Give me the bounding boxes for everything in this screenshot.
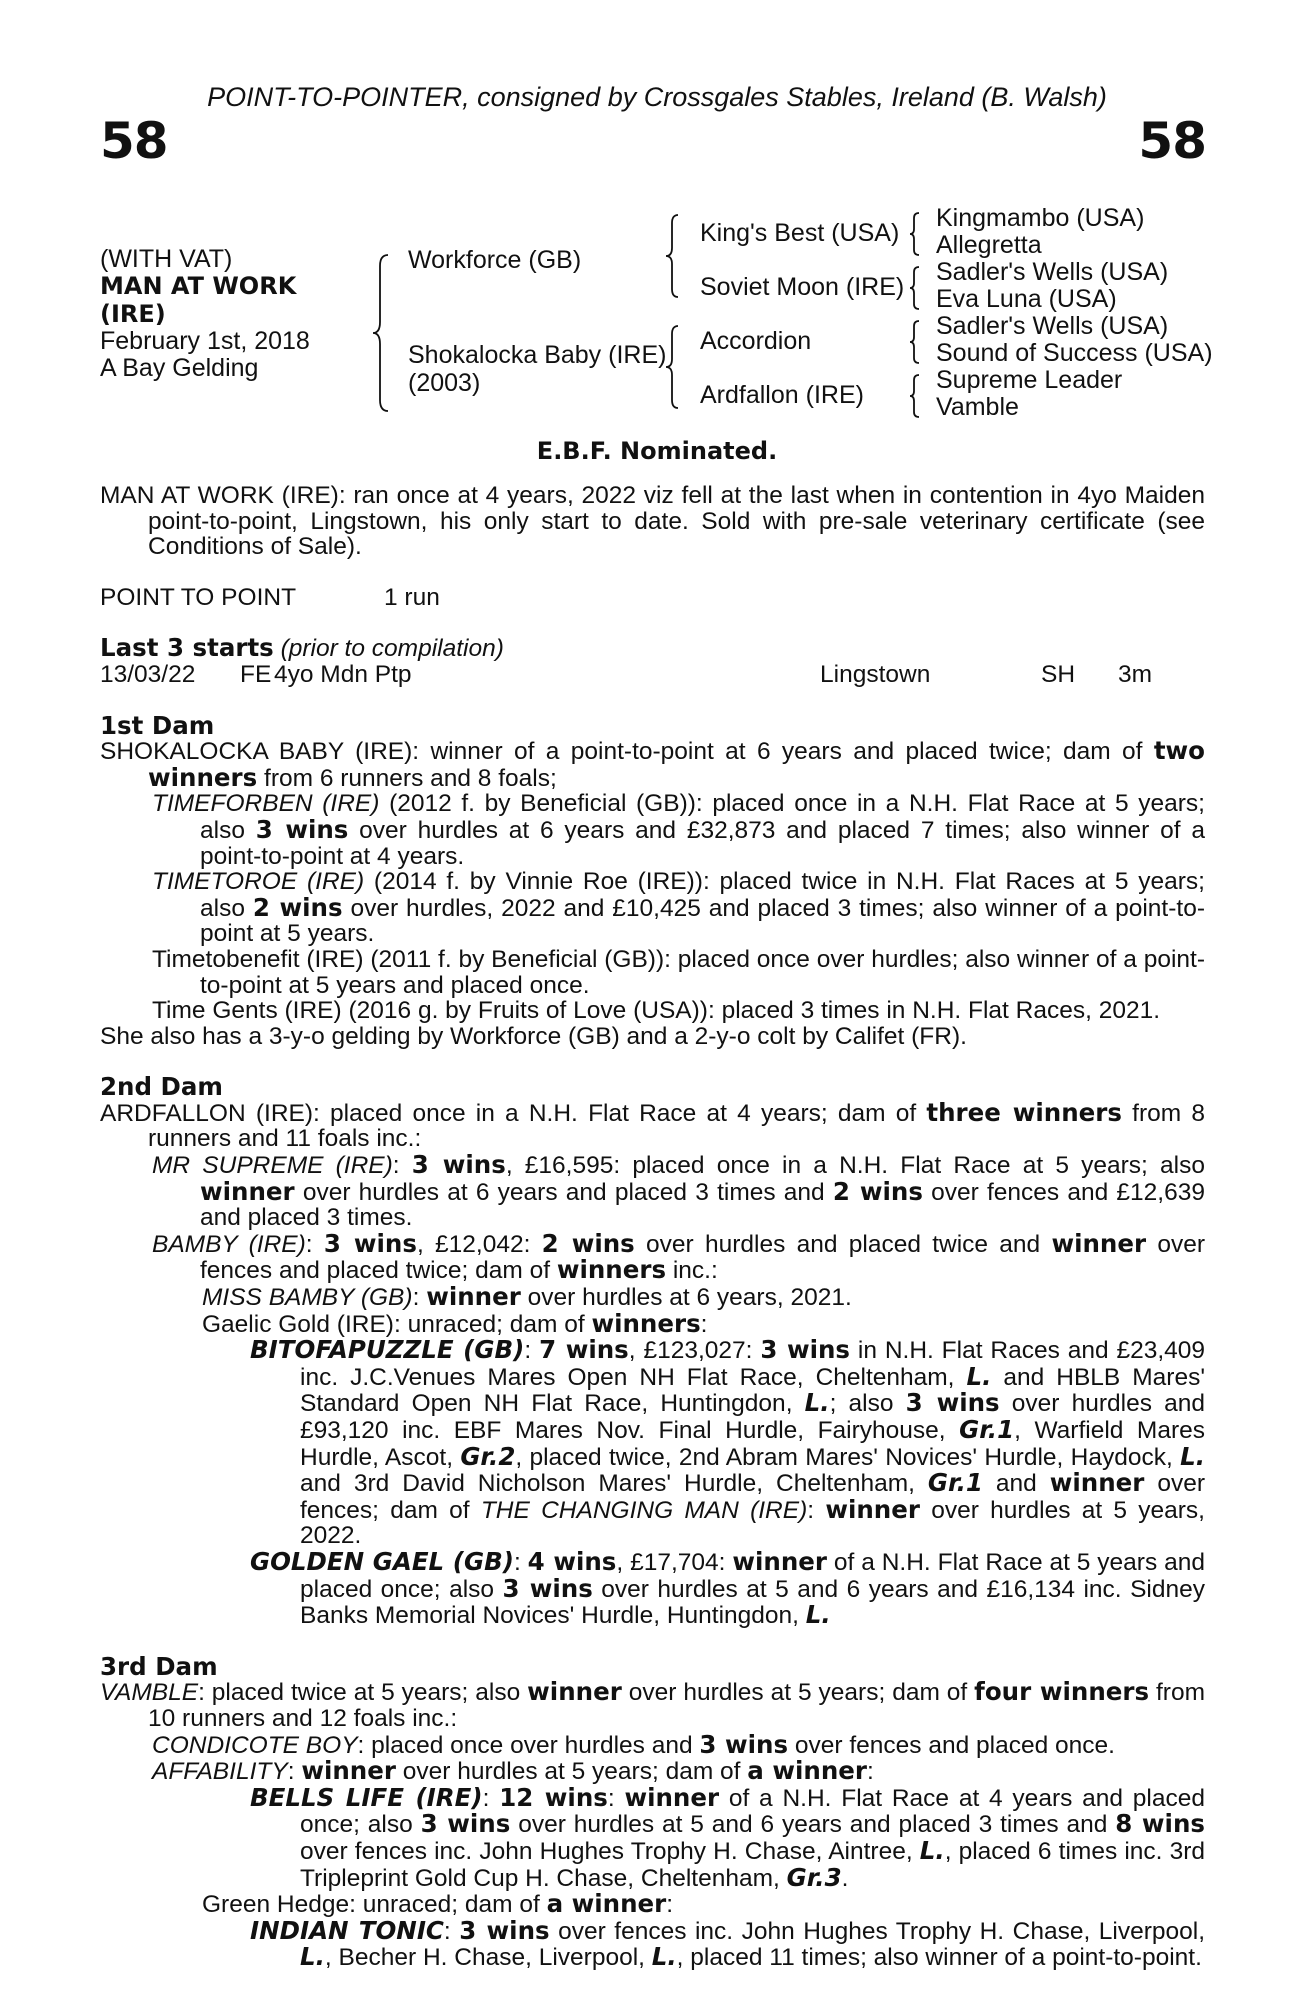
offspring-timetobenefit: Timetobenefit (IRE) (2011 f. by Beneficial (GB)): placed once over hurdles; also winner of a point-to-point at 5 years and placed once. <box>152 945 1205 999</box>
offspring-miss-bamby: MISS BAMBY (GB): winner over hurdles at 6 years, 2021. <box>202 1282 852 1312</box>
great-grandsire-1: Kingmambo (USA) <box>936 204 1145 232</box>
lot-number-right: 58 <box>1138 112 1206 170</box>
offspring-timetoroe: TIMETOROE (IRE) (2014 f. by Vinnie Roe (IRE)): placed twice in N.H. Flat Races at 5 years; also 2 wins over hurdles, 2022 and £10,425 and placed 3 times; also winner of a point-to-point at 5 years. <box>152 868 1205 948</box>
great-granddam-1: Allegretta <box>936 231 1042 259</box>
first-dam-paragraph: SHOKALOCKA BABY (IRE): winner of a point-to-point at 6 years and placed twice; dam of two winners from 6 runners and 8 foals; <box>100 736 1205 792</box>
sire-name: Workforce (GB) <box>408 246 582 274</box>
offspring-golden-gael: GOLDEN GAEL (GB): 4 wins, £17,704: winner of a N.H. Flat Race at 5 years and placed once; also 3 wins over hurdles at 5 and 6 years and £16,134 inc. Sidney Banks Memorial Novices' Hurdle, Huntingdon, L. <box>250 1546 1205 1630</box>
great-grandsire-4: Supreme Leader <box>936 366 1123 394</box>
offspring-bamby: BAMBY (IRE): 3 wins, £12,042: 2 wins over hurdles and placed twice and winner over fences and placed twice; dam of winners inc.: <box>152 1228 1206 1285</box>
start-race: 4yo Mdn Ptp <box>274 660 412 688</box>
start-row <box>100 662 1205 688</box>
foaling-date: February 1st, 2018 <box>100 327 310 355</box>
start-date: 13/03/22 <box>100 660 196 688</box>
offspring-time-gents: Time Gents (IRE) (2016 g. by Fruits of Love (USA)): placed 3 times in N.H. Flat Races, 2021. <box>152 997 1161 1025</box>
consignor-header: POINT-TO-POINTER, consigned by Crossgales Stables, Ireland (B. Walsh) <box>207 82 1107 112</box>
ptp-value: 1 run <box>384 583 440 611</box>
racing-record-paragraph: MAN AT WORK (IRE): ran once at 4 years, 2022 viz fell at the last when in contention in 4yo Maiden point-to-point, Lingstown, his only start to date. Sold with pre-sale veterinary certificate (see Conditions of Sale). <box>100 482 1205 561</box>
offspring-green-hedge: Green Hedge: unraced; dam of a winner: <box>202 1889 674 1919</box>
start-distance: 3m <box>1118 660 1153 688</box>
first-dam-also: She also has a 3-y-o gelding by Workforce (GB) and a 2-y-o colt by Califet (FR). <box>100 1022 967 1050</box>
great-granddam-3: Sound of Success (USA) <box>936 339 1213 367</box>
pedigree-bracket-g1 <box>909 212 921 256</box>
great-granddam-2: Eva Luna (USA) <box>936 285 1117 313</box>
point-to-point-summary <box>100 585 1205 611</box>
offspring-gaelic-gold: Gaelic Gold (IRE): unraced; dam of winners: <box>202 1308 708 1338</box>
dam-foaled-year: (2003) <box>408 369 481 397</box>
ebf-nominated: E.B.F. Nominated. <box>536 437 778 465</box>
lot-number-left: 58 <box>100 112 168 170</box>
start-result: FE <box>240 660 272 688</box>
third-dam-paragraph: VAMBLE: placed twice at 5 years; also winner over hurdles at 5 years; dam of four winners from 10 runners and 12 foals inc.: <box>100 1677 1205 1732</box>
offspring-bitofapuzzle: BITOFAPUZZLE (GB): 7 wins, £123,027: 3 wins in N.H. Flat Races and £23,409 inc. J.C.Venues Mares Open NH Flat Race, Cheltenham, L. and HBLB Mares' Standard Open NH Flat Race, Huntingdon, L.; also 3 wins over hurdles and £93,120 inc. EBF Mares Nov. Final Hurdle, Fairyhouse, Gr.1, Warfield Mares Hurdle, Ascot, Gr.2, placed twice, 2nd Abram Mares' Novices' Hurdle, Haydock, L. and 3rd David Nicholson Mares' Hurdle, Cheltenham, Gr.1 and winner over fences; dam of THE CHANGING MAN (IRE): winner over hurdles at 5 years, 2022. <box>250 1335 1206 1550</box>
catalogue-body <box>100 483 1205 1971</box>
sire-dam-name: Soviet Moon (IRE) <box>700 273 905 301</box>
sire-sire-name: King's Best (USA) <box>700 219 900 247</box>
pedigree-bracket-g4 <box>909 374 921 418</box>
second-dam-heading: 2nd Dam <box>100 1072 223 1102</box>
offspring-timeforben: TIMEFORBEN (IRE) (2012 f. by Beneficial (GB)): placed once in a N.H. Flat Race at 5 years; also 3 wins over hurdles at 6 years and £32,873 and placed 7 times; also winner of a point-to-point at 4 years. <box>152 790 1205 870</box>
pedigree-bracket-main <box>372 254 392 412</box>
third-dam-heading: 3rd Dam <box>100 1651 218 1681</box>
last-starts-heading: Last 3 starts (prior to compilation) <box>100 633 504 663</box>
pedigree-bracket-dam <box>665 325 681 409</box>
great-granddam-4: Vamble <box>936 393 1019 421</box>
vat-note: (WITH VAT) <box>100 245 233 273</box>
horse-name: MAN AT WORK <box>100 272 297 300</box>
pedigree-bracket-sire <box>665 214 681 298</box>
horse-description: A Bay Gelding <box>100 354 259 382</box>
pedigree-bracket-g3 <box>909 320 921 364</box>
start-course: Lingstown <box>820 660 931 688</box>
offspring-mr-supreme: MR SUPREME (IRE): 3 wins, £16,595: placed once in a N.H. Flat Race at 5 years; also winner over hurdles at 6 years and placed 3 times and 2 wins over fences and £12,639 and placed 3 times. <box>152 1150 1205 1232</box>
offspring-condicote-boy: CONDICOTE BOY: placed once over hurdles and 3 wins over fences and placed once. <box>152 1729 1115 1759</box>
ptp-label: POINT TO POINT <box>100 583 297 611</box>
dam-sire-name: Accordion <box>700 327 812 355</box>
second-dam-paragraph: ARDFALLON (IRE): placed once in a N.H. Flat Race at 4 years; dam of three winners from 8 runners and 11 foals inc.: <box>100 1097 1205 1153</box>
dam-name: Shokalocka Baby (IRE) <box>408 341 667 369</box>
offspring-bells-life: BELLS LIFE (IRE): 12 wins: winner of a N.H. Flat Race at 4 years and placed once; also 3 wins over hurdles at 5 and 6 years and placed 3 times and 8 wins over fences inc. John Hughes Trophy H. Chase, Aintree, L., placed 6 times inc. 3rd Tripleprint Gold Cup H. Chase, Cheltenham, Gr.3. <box>250 1782 1206 1892</box>
offspring-affability: AFFABILITY: winner over hurdles at 5 years; dam of a winner: <box>152 1756 874 1786</box>
pedigree-bracket-g2 <box>909 266 921 310</box>
offspring-indian-tonic: INDIAN TONIC: 3 wins over fences inc. John Hughes Trophy H. Chase, Liverpool, L., Becher H. Chase, Liverpool, L., placed 11 times; also winner of a point-to-point. <box>250 1915 1205 1972</box>
dam-dam-name: Ardfallon (IRE) <box>700 381 864 409</box>
first-dam-heading: 1st Dam <box>100 710 215 740</box>
great-grandsire-2: Sadler's Wells (USA) <box>936 258 1169 286</box>
start-going: SH <box>1041 660 1076 688</box>
great-grandsire-3: Sadler's Wells (USA) <box>936 312 1169 340</box>
horse-country: (IRE) <box>100 300 166 328</box>
